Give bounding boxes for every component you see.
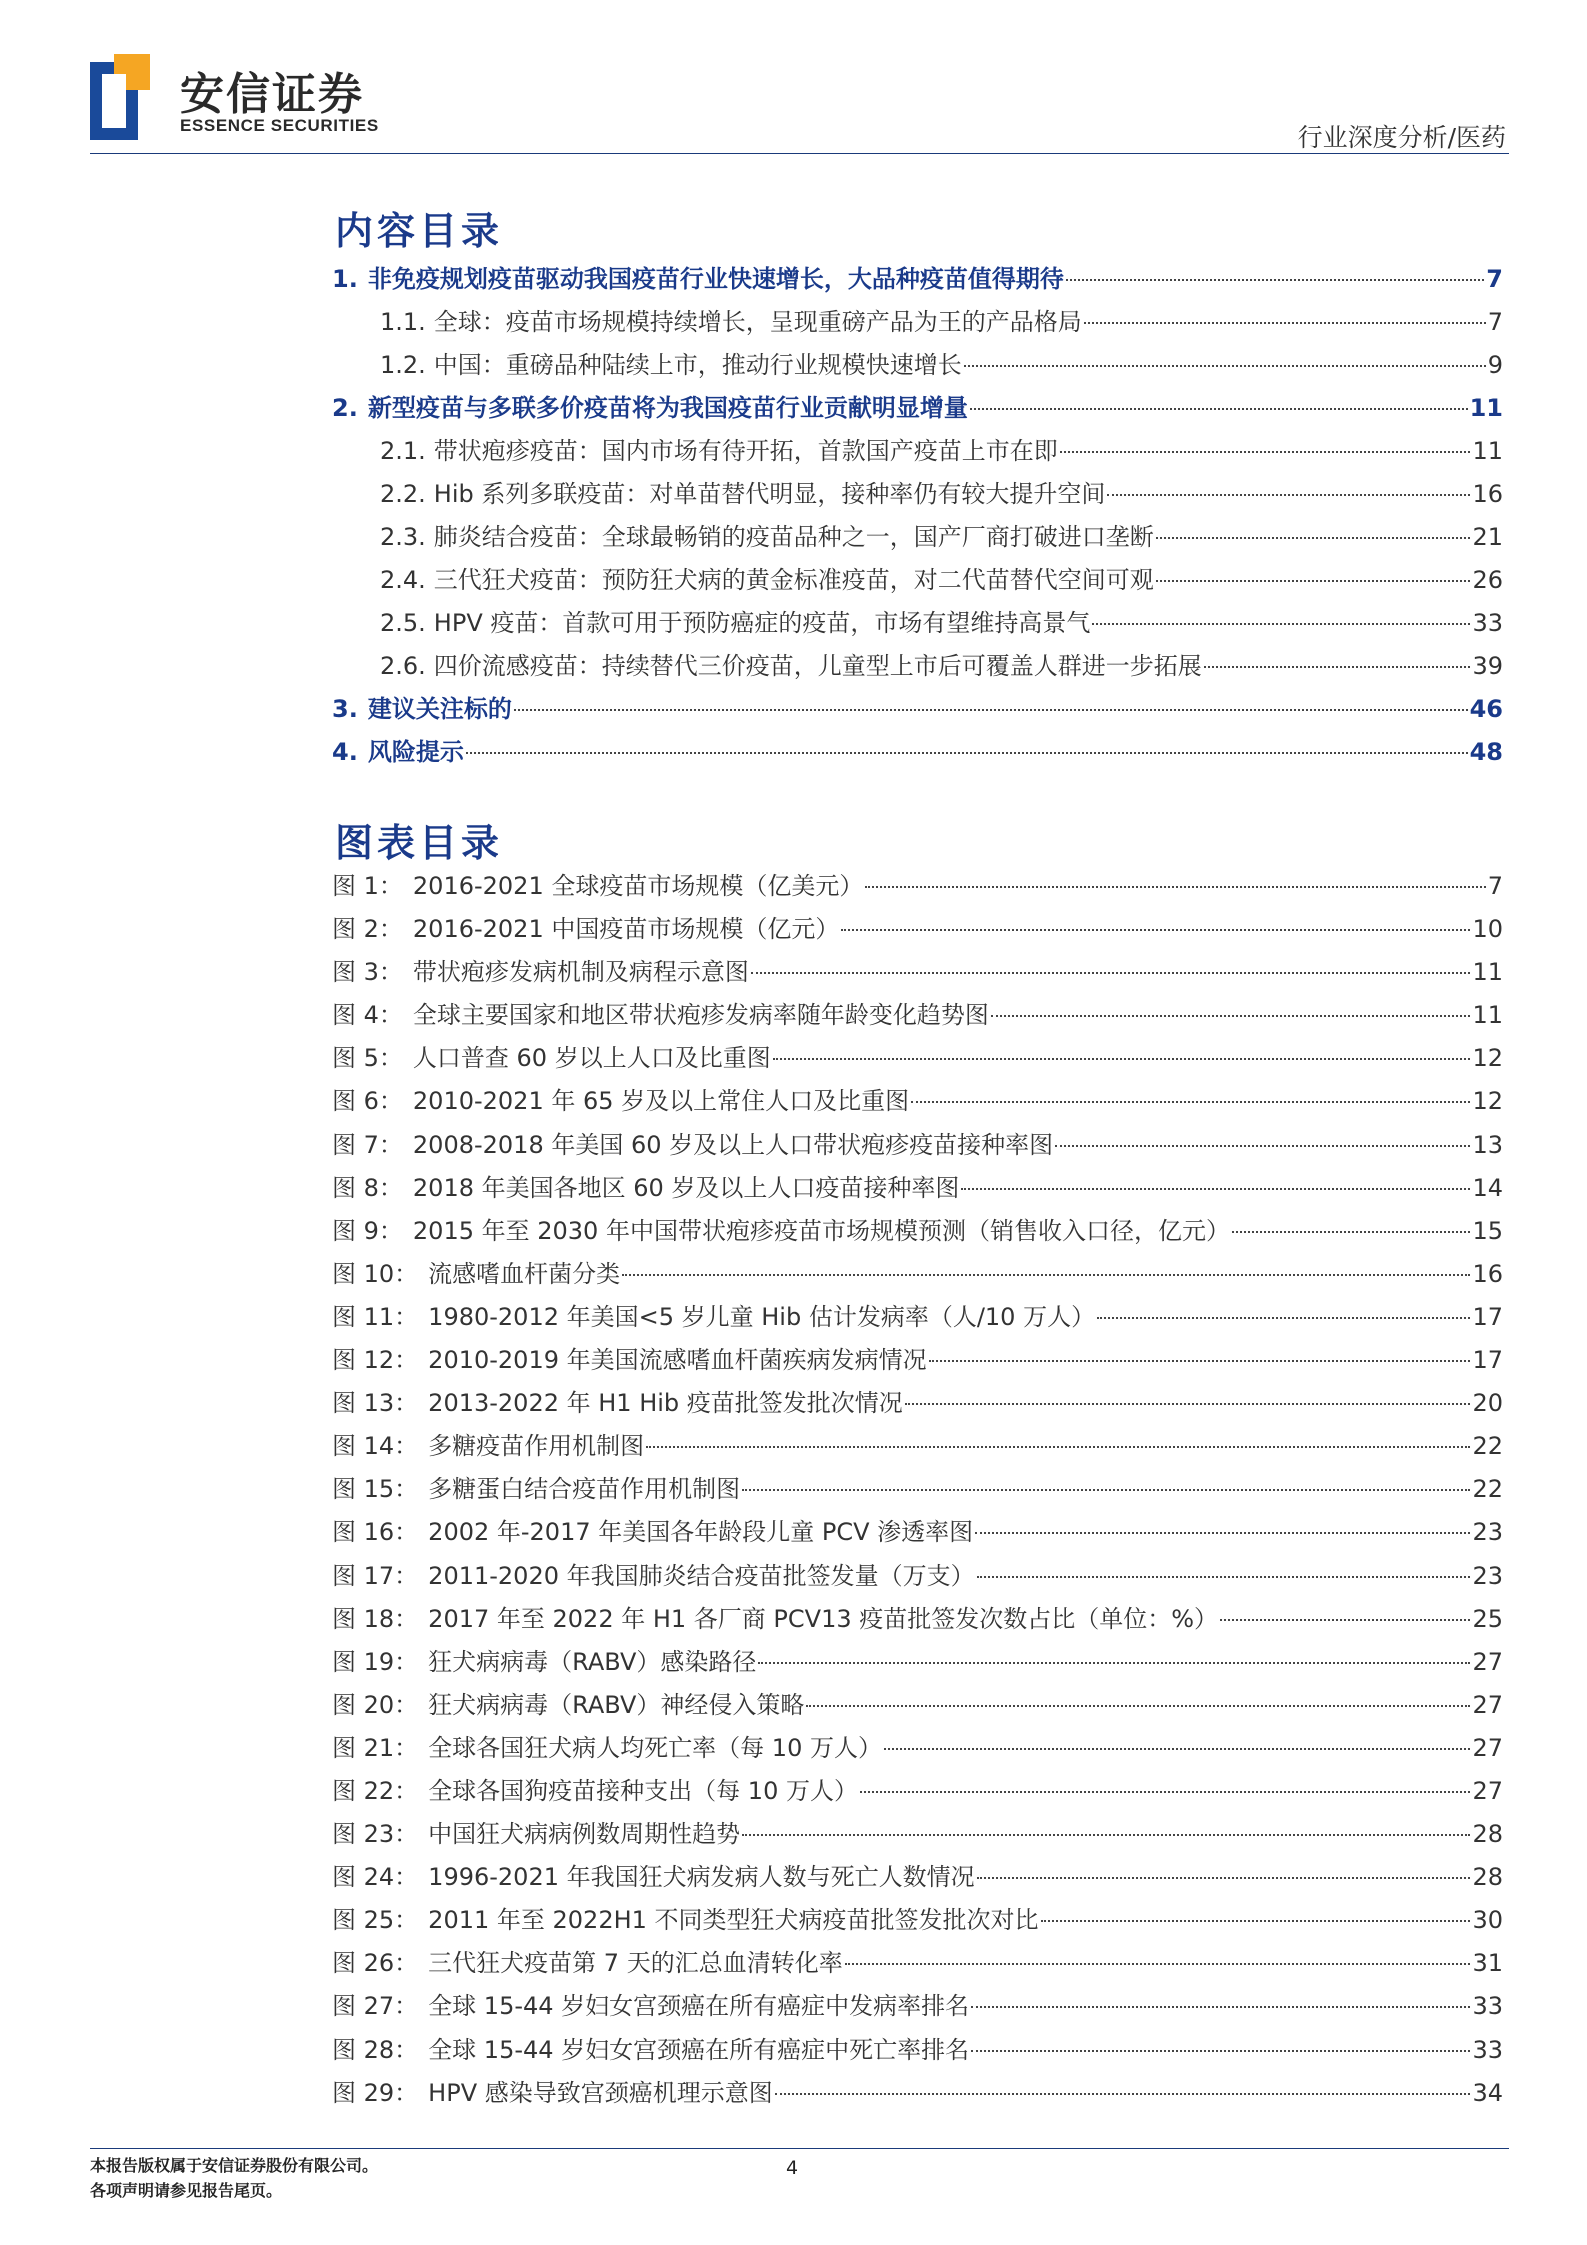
page-number: 4 (786, 2157, 799, 2179)
figure-page: 7 (1487, 872, 1503, 900)
logo-chinese-name: 安信证券 (180, 69, 364, 120)
figure-number: 图 16： (332, 1518, 419, 1547)
toc-entry[interactable] (332, 731, 1503, 774)
toc-entry-text: HPV 疫苗：首款可用于预防癌症的疫苗，市场有望维持高景气 (433, 609, 1091, 637)
leader-dots (1092, 622, 1470, 625)
figure-text: 2016-2021 中国疫苗市场规模（亿元） (412, 915, 840, 944)
toc-entry[interactable] (332, 602, 1503, 645)
figure-page: 27 (1472, 1647, 1503, 1676)
toc-entry-number: 2.6. (380, 652, 426, 680)
toc-entry-page: 16 (1472, 480, 1503, 508)
toc-entry-page: 26 (1472, 566, 1503, 594)
leader-dots (971, 2049, 1470, 2052)
leader-dots (1156, 579, 1471, 582)
leader-dots (1060, 450, 1471, 453)
leader-dots (466, 751, 1468, 754)
leader-dots (1041, 1919, 1471, 1922)
figure-page: 17 (1472, 1346, 1503, 1375)
figure-text: 1996-2021 年我国狂犬病发病人数与死亡人数情况 (428, 1863, 975, 1892)
figure-entry[interactable] (332, 1770, 1503, 1813)
figure-page: 27 (1472, 1733, 1503, 1762)
figure-page: 12 (1472, 1087, 1503, 1116)
toc-entry-page: 46 (1469, 695, 1503, 723)
figure-number: 图 24： (332, 1863, 419, 1892)
logo-mark-icon (90, 54, 150, 140)
leader-dots (1220, 1618, 1470, 1621)
figure-entry[interactable] (332, 1555, 1503, 1598)
toc-entry-page: 7 (1487, 308, 1503, 336)
toc-entry[interactable] (332, 516, 1503, 559)
toc-list (332, 258, 1503, 774)
figure-page: 13 (1472, 1130, 1503, 1159)
leader-dots (1066, 278, 1484, 281)
figure-text: 2010-2021 年 65 岁及以上常住人口及比重图 (412, 1087, 910, 1116)
toc-entry[interactable] (332, 473, 1503, 516)
leader-dots (991, 1014, 1471, 1017)
toc-entry-text: Hib 系列多联疫苗：对单苗替代明显，接种率仍有较大提升空间 (433, 480, 1106, 508)
leader-dots (884, 1747, 1470, 1750)
toc-entry-page: 39 (1472, 652, 1503, 680)
figure-entry[interactable] (332, 1425, 1503, 1468)
toc-entry-text: 建议关注标的 (367, 695, 512, 723)
footer-disclaimer (90, 2153, 378, 2203)
figure-text: HPV 感染导致宫颈癌机理示意图 (428, 2078, 773, 2107)
leader-dots (1156, 536, 1471, 539)
toc-entry-text: 三代狂犬疫苗：预防狂犬病的黄金标准疫苗，对二代苗替代空间可观 (433, 566, 1154, 594)
toc-entry-page: 33 (1472, 609, 1503, 637)
figure-page: 15 (1472, 1216, 1503, 1245)
figure-entry[interactable] (332, 1511, 1503, 1554)
toc-entry[interactable] (332, 344, 1503, 387)
toc-entry-number: 2.4. (380, 566, 426, 594)
leader-dots (622, 1273, 1470, 1276)
figure-text: 2008-2018 年美国 60 岁及以上人口带状疱疹疫苗接种率图 (412, 1130, 1054, 1159)
figure-entry[interactable] (332, 1985, 1503, 2028)
leader-dots (929, 1359, 1471, 1362)
figure-number: 图 5： (332, 1044, 403, 1073)
report-category: 行业深度分析/医药 (1297, 123, 1506, 152)
figure-text: 三代狂犬疫苗第 7 天的汇总血清转化率 (428, 1949, 843, 1978)
leader-dots (964, 364, 1486, 367)
figure-text: 全球各国狂犬病人均死亡率（每 10 万人） (428, 1733, 882, 1762)
toc-entry-page: 11 (1472, 437, 1503, 465)
footer-divider (90, 2148, 1509, 2149)
leader-dots (860, 1790, 1470, 1793)
toc-entry[interactable] (332, 387, 1503, 430)
figure-number: 图 26： (332, 1949, 419, 1978)
figure-entry[interactable] (332, 2072, 1503, 2115)
figure-number: 图 11： (332, 1302, 419, 1331)
toc-entry[interactable] (332, 688, 1503, 731)
leader-dots (1097, 1316, 1470, 1319)
figure-number: 图 14： (332, 1432, 419, 1461)
toc-title: 内容目录 (335, 209, 504, 253)
figure-number: 图 7： (332, 1130, 403, 1159)
leader-dots (742, 1488, 1470, 1491)
figure-entry[interactable] (332, 1296, 1503, 1339)
toc-entry-number: 4. (332, 738, 358, 766)
toc-entry-text: 全球：疫苗市场规模持续增长，呈现重磅产品为王的产品格局 (433, 308, 1082, 336)
figure-number: 图 20： (332, 1690, 419, 1719)
figure-text: 人口普查 60 岁以上人口及比重图 (412, 1044, 771, 1073)
leader-dots (514, 708, 1468, 711)
figure-page: 11 (1472, 1001, 1503, 1030)
figure-page: 22 (1472, 1432, 1503, 1461)
toc-entry[interactable] (332, 430, 1503, 473)
leader-dots (1084, 321, 1486, 324)
figure-number: 图 27： (332, 1992, 419, 2021)
leader-dots (1055, 1144, 1470, 1147)
figure-number: 图 13： (332, 1389, 419, 1418)
leader-dots (977, 1876, 1471, 1879)
figure-page: 28 (1472, 1820, 1503, 1849)
figure-entry[interactable] (332, 1468, 1503, 1511)
leader-dots (970, 407, 1468, 410)
toc-entry[interactable] (332, 301, 1503, 344)
figure-entry[interactable] (332, 1124, 1503, 1167)
figure-text: 流感嗜血杆菌分类 (428, 1259, 621, 1288)
footer-notice: 各项声明请参见报告尾页。 (90, 2181, 283, 2200)
leader-dots (1232, 1230, 1471, 1233)
figure-number: 图 12： (332, 1346, 419, 1375)
figure-page: 22 (1472, 1475, 1503, 1504)
leader-dots (806, 1704, 1470, 1707)
figure-number: 图 8： (332, 1173, 403, 1202)
toc-entry-number: 1.1. (380, 308, 426, 336)
leader-dots (1107, 493, 1470, 496)
figure-entry[interactable] (332, 1167, 1503, 1210)
figure-entry[interactable] (332, 1727, 1503, 1770)
figure-page: 11 (1472, 958, 1503, 987)
leader-dots (961, 1187, 1470, 1190)
leader-dots (975, 1531, 1470, 1534)
figure-entry[interactable] (332, 1037, 1503, 1080)
leader-dots (742, 1833, 1470, 1836)
figure-page: 27 (1472, 1690, 1503, 1719)
figure-number: 图 28： (332, 2035, 419, 2064)
toc-entry-text: 中国：重磅品种陆续上市，推动行业规模快速增长 (433, 351, 962, 379)
header-divider (90, 153, 1509, 154)
figure-entry[interactable] (332, 1210, 1503, 1253)
figure-entry[interactable] (332, 1684, 1503, 1727)
figure-page: 23 (1472, 1561, 1503, 1590)
figure-entry[interactable] (332, 1942, 1503, 1985)
figure-page: 17 (1472, 1302, 1503, 1331)
figure-number: 图 4： (332, 1001, 403, 1030)
figure-entry[interactable] (332, 1253, 1503, 1296)
figure-page: 33 (1472, 2035, 1503, 2064)
figure-text: 2016-2021 全球疫苗市场规模（亿美元） (412, 872, 864, 900)
toc-entry-text: 风险提示 (367, 738, 464, 766)
toc-entry-text: 非免疫规划疫苗驱动我国疫苗行业快速增长，大品种疫苗值得期待 (367, 265, 1064, 293)
figure-text: 2011-2020 年我国肺炎结合疫苗批签发量（万支） (428, 1561, 975, 1590)
toc-entry-page: 48 (1469, 738, 1503, 766)
figure-text: 2010-2019 年美国流感嗜血杆菌疾病发病情况 (428, 1346, 927, 1375)
toc-entry-number: 2.3. (380, 523, 426, 551)
leader-dots (1204, 665, 1471, 668)
figure-entry[interactable] (332, 994, 1503, 1037)
figure-text: 多糖蛋白结合疫苗作用机制图 (428, 1475, 741, 1504)
figure-page: 34 (1472, 2078, 1503, 2107)
leader-dots (865, 885, 1485, 888)
toc-entry-page: 9 (1487, 351, 1503, 379)
figure-entry[interactable] (332, 1641, 1503, 1684)
figure-page: 23 (1472, 1518, 1503, 1547)
figures-list (332, 865, 1503, 2115)
figure-page: 14 (1472, 1173, 1503, 1202)
toc-entry-text: 肺炎结合疫苗：全球最畅销的疫苗品种之一，国产厂商打破进口垄断 (433, 523, 1154, 551)
toc-entry-number: 2. (332, 394, 358, 422)
figure-number: 图 22： (332, 1776, 419, 1805)
leader-dots (977, 1575, 1471, 1578)
figure-number: 图 1： (332, 872, 403, 900)
figure-entry[interactable] (332, 1899, 1503, 1942)
figure-text: 狂犬病病毒（RABV）感染路径 (428, 1647, 757, 1676)
figure-page: 10 (1472, 915, 1503, 944)
toc-entry[interactable] (332, 645, 1503, 688)
figure-entry[interactable] (332, 1856, 1503, 1899)
toc-entry-page: 21 (1472, 523, 1503, 551)
toc-entry[interactable] (332, 559, 1503, 602)
figure-page: 31 (1472, 1949, 1503, 1978)
figure-page: 33 (1472, 1992, 1503, 2021)
figure-text: 2013-2022 年 H1 Hib 疫苗批签发批次情况 (428, 1389, 903, 1418)
figure-text: 2002 年-2017 年美国各年龄段儿童 PCV 渗透率图 (428, 1518, 974, 1547)
figure-number: 图 18： (332, 1604, 419, 1633)
figure-number: 图 2： (332, 915, 403, 944)
figure-text: 带状疱疹发病机制及病程示意图 (412, 958, 749, 987)
figure-entry[interactable] (332, 1080, 1503, 1123)
figure-number: 图 29： (332, 2078, 419, 2107)
figure-page: 20 (1472, 1389, 1503, 1418)
figure-entry[interactable] (332, 1339, 1503, 1382)
figure-page: 25 (1472, 1604, 1503, 1633)
leader-dots (845, 1962, 1471, 1965)
figure-text: 1980-2012 年美国<5 岁儿童 Hib 估计发病率（人/10 万人） (428, 1302, 1096, 1331)
figure-entry[interactable] (332, 865, 1503, 908)
figure-number: 图 3： (332, 958, 403, 987)
figure-page: 12 (1472, 1044, 1503, 1073)
leader-dots (773, 1057, 1471, 1060)
toc-entry-page: 11 (1469, 394, 1503, 422)
leader-dots (911, 1100, 1470, 1103)
toc-entry[interactable] (332, 258, 1503, 301)
leader-dots (841, 928, 1470, 931)
leader-dots (758, 1661, 1470, 1664)
figure-number: 图 25： (332, 1906, 419, 1935)
figure-number: 图 21： (332, 1733, 419, 1762)
figure-text: 多糖疫苗作用机制图 (428, 1432, 645, 1461)
figure-entry[interactable] (332, 1382, 1503, 1425)
toc-entry-number: 3. (332, 695, 358, 723)
figure-text: 2017 年至 2022 年 H1 各厂商 PCV13 疫苗批签发次数占比（单位：%） (428, 1604, 1219, 1633)
figure-entry[interactable] (332, 951, 1503, 994)
figure-number: 图 17： (332, 1561, 419, 1590)
figure-text: 全球 15-44 岁妇女宫颈癌在所有癌症中发病率排名 (428, 1992, 970, 2021)
figure-text: 全球各国狗疫苗接种支出（每 10 万人） (428, 1776, 858, 1805)
figure-page: 27 (1472, 1776, 1503, 1805)
leader-dots (646, 1445, 1470, 1448)
figure-number: 图 10： (332, 1259, 419, 1288)
figure-text: 2011 年至 2022H1 不同类型狂犬病疫苗批签发批次对比 (428, 1906, 1039, 1935)
figure-page: 16 (1472, 1259, 1503, 1288)
figure-text: 2015 年至 2030 年中国带状疱疹疫苗市场规模预测（销售收入口径，亿元） (412, 1216, 1230, 1245)
leader-dots (905, 1402, 1471, 1405)
toc-entry-text: 四价流感疫苗：持续替代三价疫苗，儿童型上市后可覆盖人群进一步拓展 (433, 652, 1202, 680)
figure-text: 狂犬病病毒（RABV）神经侵入策略 (428, 1690, 805, 1719)
footer-copyright: 本报告版权属于安信证券股份有限公司。 (90, 2156, 379, 2175)
toc-entry-number: 2.5. (380, 609, 426, 637)
company-logo (90, 54, 420, 144)
figure-text: 中国狂犬病病例数周期性趋势 (428, 1820, 741, 1849)
toc-entry-page: 7 (1486, 265, 1503, 293)
toc-entry-number: 2.1. (380, 437, 426, 465)
logo-english-name: ESSENCE SECURITIES (180, 116, 379, 135)
leader-dots (775, 2092, 1471, 2095)
figure-page: 30 (1472, 1906, 1503, 1935)
toc-entry-number: 1. (332, 265, 358, 293)
figure-number: 图 9： (332, 1216, 403, 1245)
figure-entry[interactable] (332, 1598, 1503, 1641)
leader-dots (751, 971, 1471, 974)
figure-text: 全球 15-44 岁妇女宫颈癌在所有癌症中死亡率排名 (428, 2035, 970, 2064)
figure-number: 图 23： (332, 1820, 419, 1849)
figure-entry[interactable] (332, 908, 1503, 951)
figures-title: 图表目录 (335, 821, 504, 865)
figure-number: 图 6： (332, 1087, 403, 1116)
leader-dots (971, 2005, 1470, 2008)
figure-page: 28 (1472, 1863, 1503, 1892)
figure-number: 图 15： (332, 1475, 419, 1504)
toc-entry-number: 1.2. (380, 351, 426, 379)
toc-entry-text: 新型疫苗与多联多价疫苗将为我国疫苗行业贡献明显增量 (367, 394, 968, 422)
toc-entry-number: 2.2. (380, 480, 426, 508)
figure-text: 2018 年美国各地区 60 岁及以上人口疫苗接种率图 (412, 1173, 960, 1202)
toc-entry-text: 带状疱疹疫苗：国内市场有待开拓，首款国产疫苗上市在即 (433, 437, 1058, 465)
figure-entry[interactable] (332, 1813, 1503, 1856)
figure-entry[interactable] (332, 2029, 1503, 2072)
figure-number: 图 19： (332, 1647, 419, 1676)
figure-text: 全球主要国家和地区带状疱疹发病率随年龄变化趋势图 (412, 1001, 989, 1030)
